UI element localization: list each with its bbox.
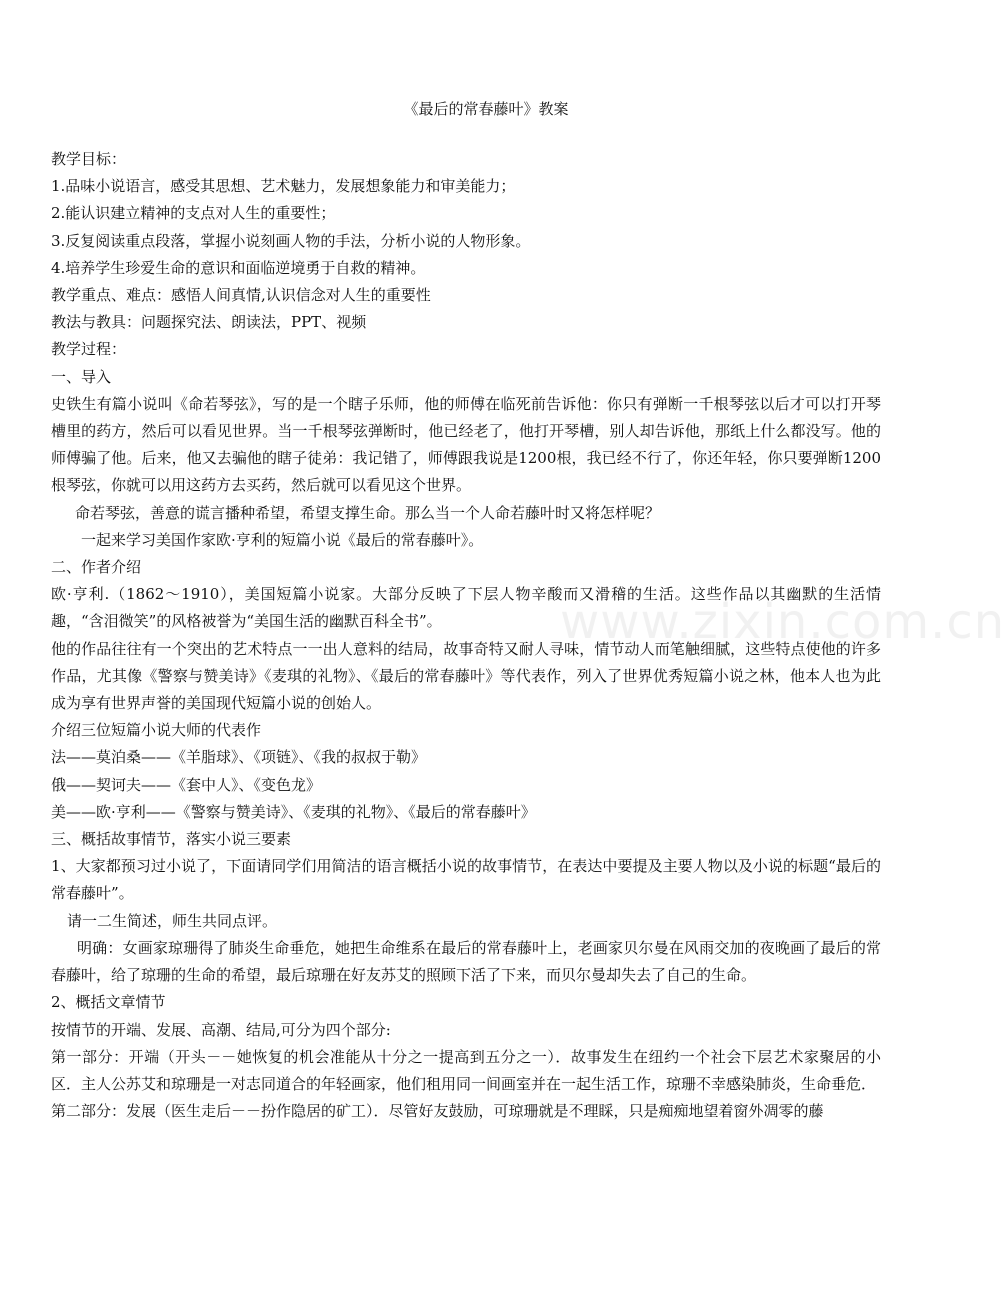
watermark: www.zixin.com.cn: [560, 594, 1005, 650]
document-title: 《最后的常春藤叶》教案: [403, 100, 569, 118]
list-item: 俄——契诃夫——《套中人》、《变色龙》: [51, 775, 322, 794]
plot-line: 2、概括文章情节: [51, 993, 166, 1012]
text-line: 4.培养学生珍爱生命的意识和面临逆境勇于自救的精神。: [51, 258, 426, 277]
text-line: 教学过程：: [51, 340, 127, 359]
plot-line: 请一二生简述，师生共同点评。: [67, 911, 278, 930]
text-line: 3.反复阅读重点段落，掌握小说刻画人物的手法，分析小说的人物形象。: [51, 231, 531, 250]
plot-paragraph: 1、大家都预习过小说了，下面请同学们用简洁的语言概括小说的故事情节，在表达中要提及主要人物以及小说的标题“最后的常春藤叶”。: [51, 857, 881, 903]
text-line: 2.能认识建立精神的支点对人生的重要性；: [51, 204, 336, 223]
author-paragraph: 他的作品往往有一个突出的艺术特点一一出人意料的结局，故事奇特又耐人寻味，情节动人而笔触细腻，这些特点使他的许多作品，尤其像《警察与赞美诗》《麦琪的礼物》、《最后的常春藤叶》等代表作，列入了世界优秀短篇小说之林，他本人也为此成为享有世界声誉的美国现代短篇小说的创始人。: [51, 639, 881, 713]
masters-heading: 介绍三位短篇小说大师的代表作: [51, 721, 262, 740]
text-line: 教学目标：: [51, 150, 127, 168]
section-heading: 三、概括故事情节，落实小说三要素: [51, 830, 292, 849]
plot-part: 第一部分：开端（开头－－她恢复的机会准能从十分之一提高到五分之一）．故事发生在纽约一个社会下层艺术家聚居的小区．主人公苏艾和琼珊是一对志同道合的年轻画家，他们租用同一间画室并在一起生活工作，琼珊不幸感染肺炎，生命垂危．: [51, 1047, 881, 1093]
section-heading: 一、导入: [51, 367, 112, 386]
section-heading: 二、作者介绍: [51, 558, 142, 577]
intro-line: 一起来学习美国作家欧·亨利的短篇小说《最后的常春藤叶》。: [81, 530, 484, 549]
plot-answer: 明确：女画家琼珊得了肺炎生命垂危，她把生命维系在最后的常春藤叶上，老画家贝尔曼在风雨交加的夜晚画了最后的常春藤叶，给了琼珊的生命的希望，最后琼珊在好友苏艾的照顾下活了下来，而贝尔曼却失去了自己的生命。: [51, 938, 881, 985]
list-item: 法——莫泊桑——《羊脂球》、《项链》、《我的叔叔于勒》: [51, 748, 427, 767]
intro-paragraph: 史铁生有篇小说叫《命若琴弦》，写的是一个瞎子乐师，他的师傅在临死前告诉他：你只有弹断一千根琴弦以后才可以打开琴槽里的药方，然后可以看见世界。当一千根琴弦弹断时，他已经老了，他打开琴槽，别人却告诉他，那纸上什么都没写。他的师傅骗了他。后来，他又去骗他的瞎子徒弟：我记错了，师傅跟我说是1200根，我已经不行了，你还年轻，你只要弹断1200根琴弦，你就可以用这药方去买药，然后就可以看见这个世界。: [51, 394, 881, 495]
author-paragraph: 欧·亨利.（1862～1910），美国短篇小说家。大部分反映了下层人物辛酸而又滑稽的生活。这些作品以其幽默的生活情趣，“含泪微笑”的风格被誉为“美国生活的幽默百科全书”。: [51, 585, 881, 631]
intro-line: 命若琴弦，善意的谎言播种希望，希望支撑生命。那么当一个人命若藤叶时又将怎样呢？: [75, 503, 661, 522]
text-line: 教学重点、难点：感悟人间真情,认识信念对人生的重要性: [51, 286, 431, 305]
text-line: 1.品味小说语言，感受其思想、艺术魅力，发展想象能力和审美能力；: [51, 177, 516, 196]
text-line: 教法与教具：问题探究法、朗读法，PPT、视频: [51, 313, 367, 332]
plot-line: 按情节的开端、发展、高潮、结局,可分为四个部分:: [51, 1020, 391, 1039]
document-page: [51, 96, 881, 1125]
plot-part: 第二部分：发展（医生走后－－扮作隐居的矿工）．尽管好友鼓励，可琼珊就是不理睬，只是痴痴地望着窗外凋零的藤: [51, 1102, 824, 1121]
list-item: 美——欧·亨利——《警察与赞美诗》、《麦琪的礼物》、《最后的常春藤叶》: [51, 802, 536, 821]
